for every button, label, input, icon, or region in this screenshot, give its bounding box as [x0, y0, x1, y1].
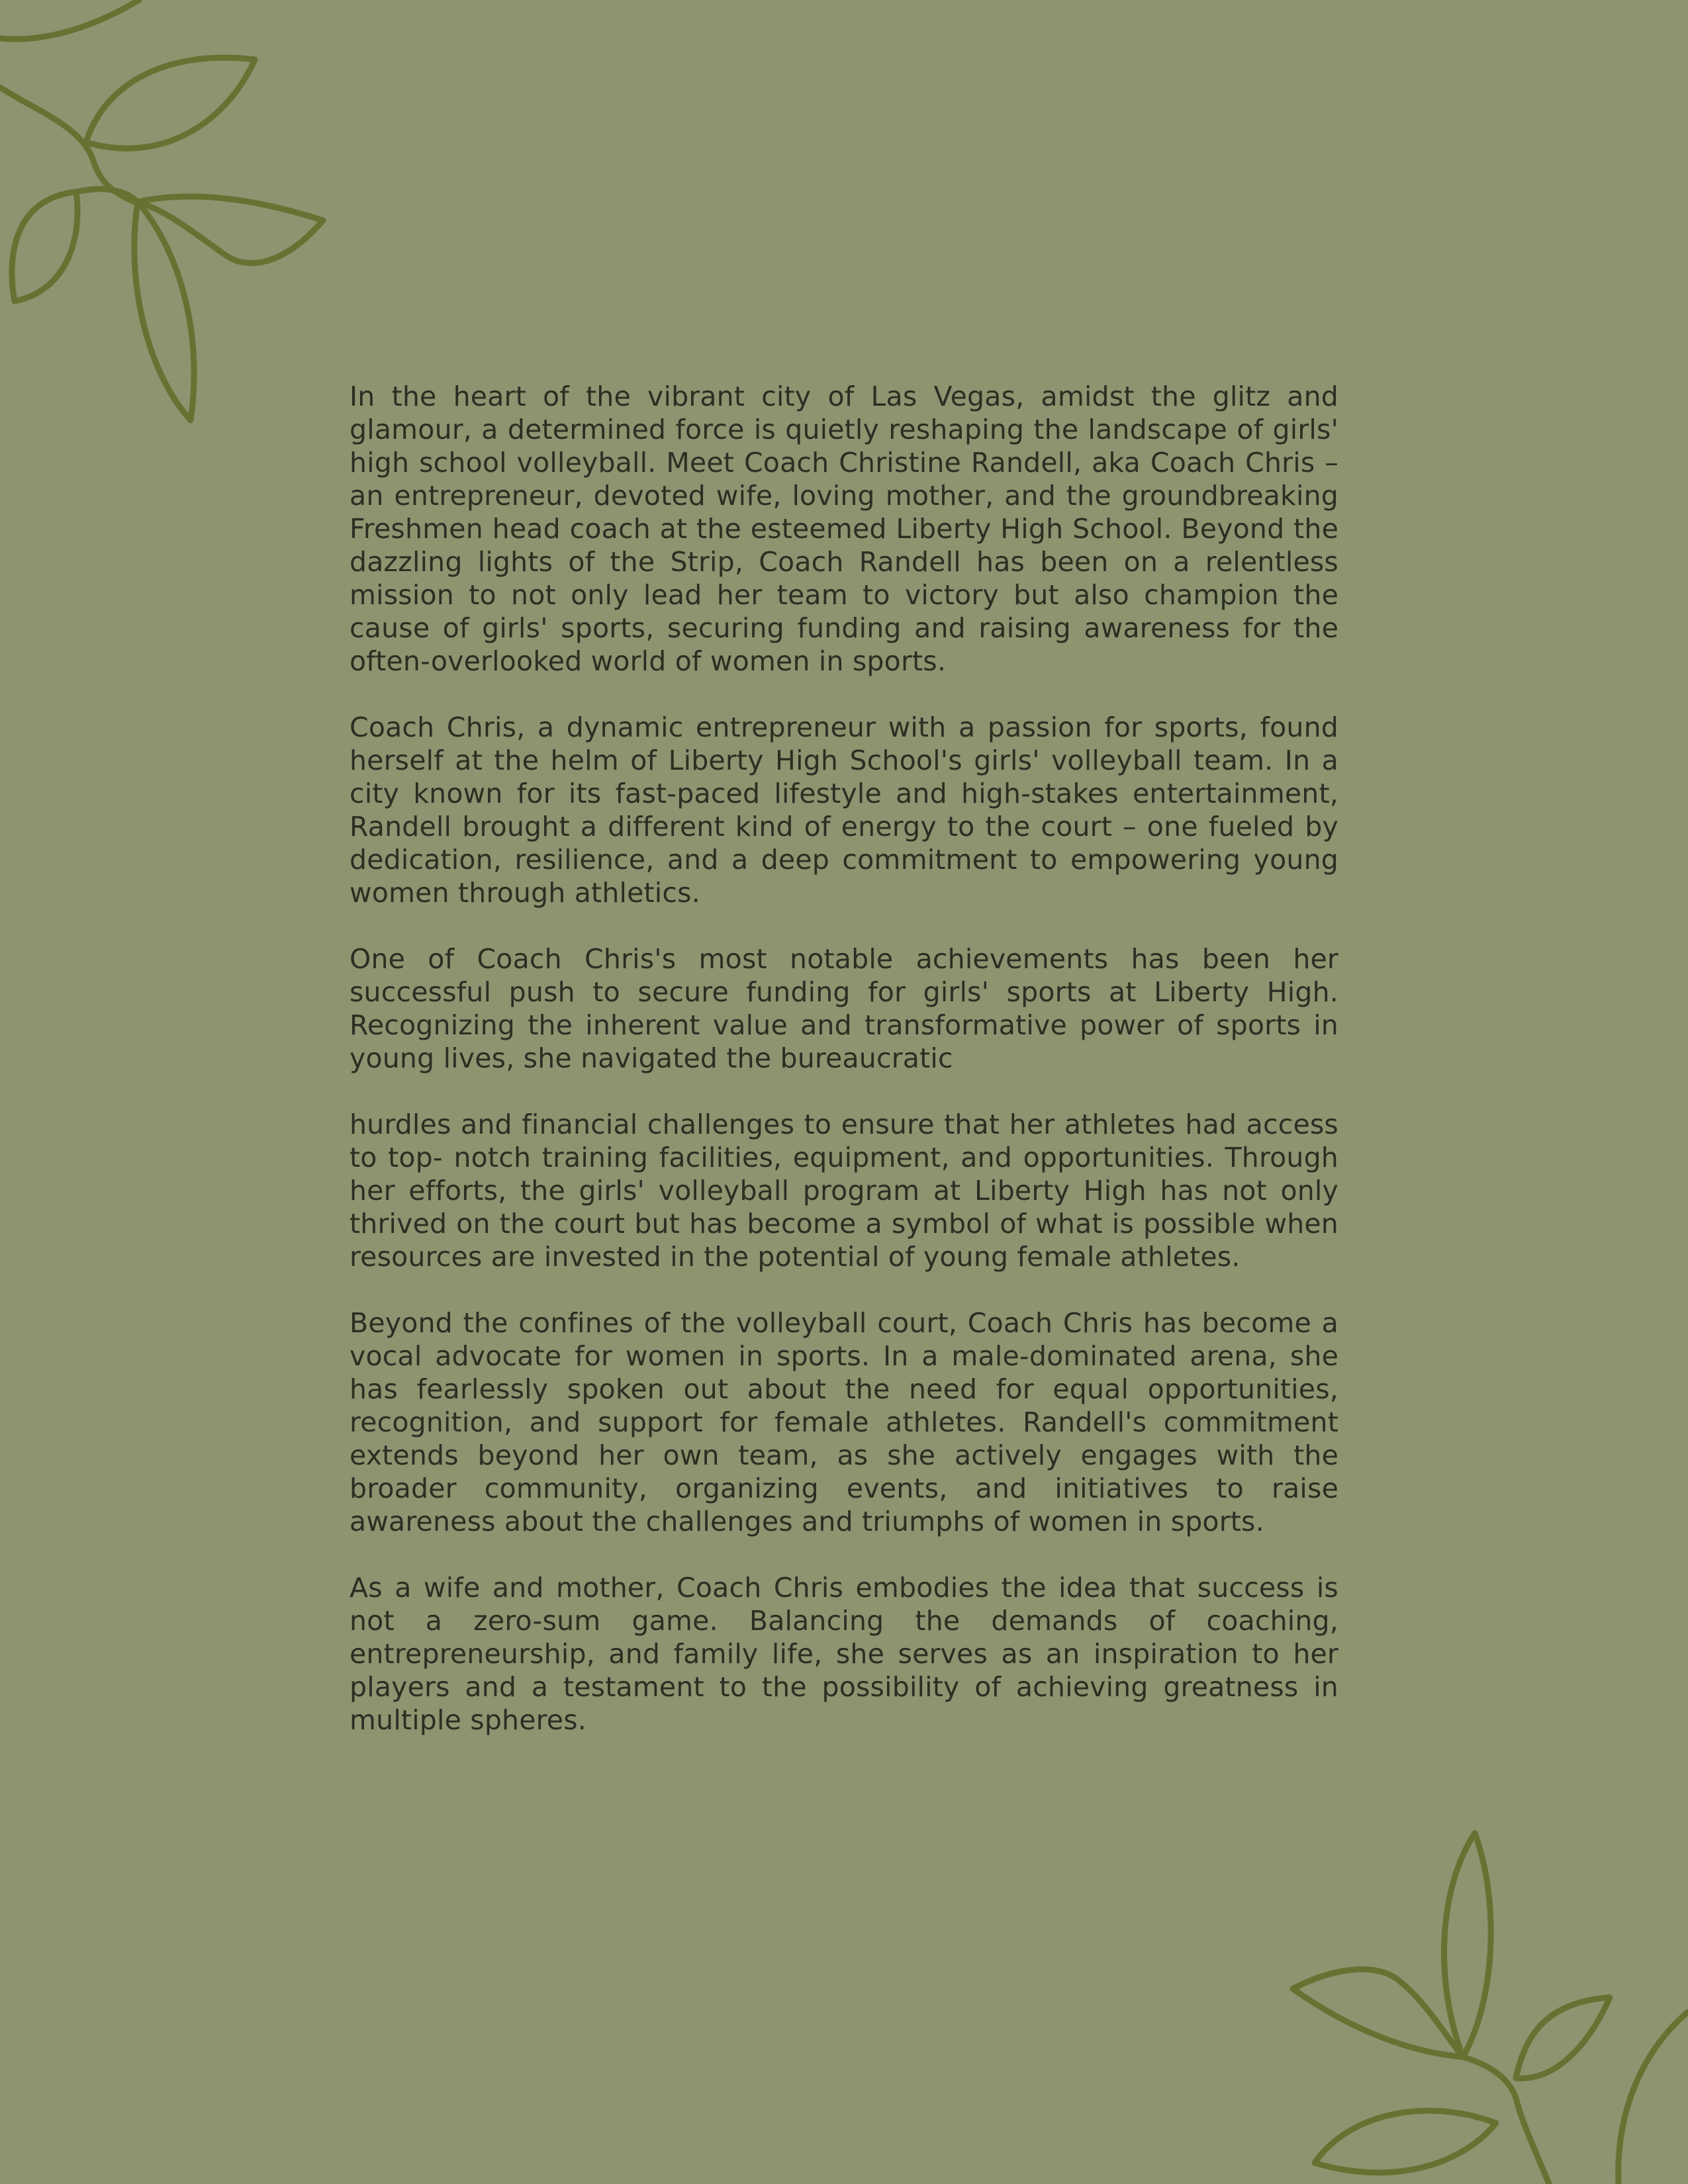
leaf — [134, 202, 194, 420]
leaf — [1293, 1970, 1463, 2057]
article-paragraph: One of Coach Chris's most notable achievements has been her successful push to secure funding for girls' sports at Liberty High. Recognizing the inherent value and transformative power of sports in young lives, she navigated the bureaucratic — [350, 943, 1338, 1074]
leaf-stem-arc — [0, 0, 139, 39]
leaf — [1315, 2111, 1496, 2172]
leaf-branch-icon — [0, 0, 344, 437]
article-paragraph: hurdles and financial challenges to ensure that her athletes had access to top- notch training facilities, equipment, and opportunities. Through her efforts, the girls' volleyball program at Liberty High has not only thrived on the court but has become a symbol of what is possible when resources are invested in the potential of young female athletes. — [350, 1109, 1338, 1273]
leaf — [86, 58, 255, 148]
article-paragraph: In the heart of the vibrant city of Las Vegas, amidst the glitz and glamour, a determined force is quietly reshaping the landscape of girls' high school volleyball. Meet Coach Christine Randell, aka Coach Chris – an entrepreneur, devoted wife, loving mother, and the groundbreaking Freshmen head coach at the esteemed Liberty High School. Beyond the dazzling lights of the Strip, Coach Randell has been on a relentless mission to not only lead her team to victory but also champion the cause of girls' sports, securing funding and raising awareness for the often-overlooked world of women in sports. — [350, 381, 1338, 677]
leaf-branch-icon — [1271, 1813, 1688, 2184]
leaf — [138, 197, 323, 263]
article-body — [350, 380, 1338, 1770]
leaf — [1516, 1997, 1610, 2078]
article-paragraph: Coach Chris, a dynamic entrepreneur with a passion for sports, found herself at the helm of Liberty High School's girls' volleyball team. In a city known for its fast-paced lifestyle and high-stakes entertainment, Randell brought a different kind of energy to the court – one fueled by dedication, resilience, and a deep commitment to empowering young women through athletics. — [350, 711, 1338, 909]
article-paragraph: As a wife and mother, Coach Chris embodies the idea that success is not a zero-sum game. Balancing the demands of coaching, entrepreneurship, and family life, she serves as an inspiration to her players and a testament to the possibility of achieving greatness in multiple spheres. — [350, 1572, 1338, 1736]
leaf — [12, 192, 77, 301]
article-paragraph: Beyond the confines of the volleyball court, Coach Chris has become a vocal advocate for women in sports. In a male-dominated arena, she has fearlessly spoken out about the need for equal opportunities, recognition, and support for female athletes. Randell's commitment extends beyond her own team, as she actively engages with the broader community, organizing events, and initiatives to raise awareness about the challenges and triumphs of women in sports. — [350, 1307, 1338, 1537]
leaf — [1444, 1833, 1491, 2057]
leaf — [1618, 2012, 1688, 2184]
